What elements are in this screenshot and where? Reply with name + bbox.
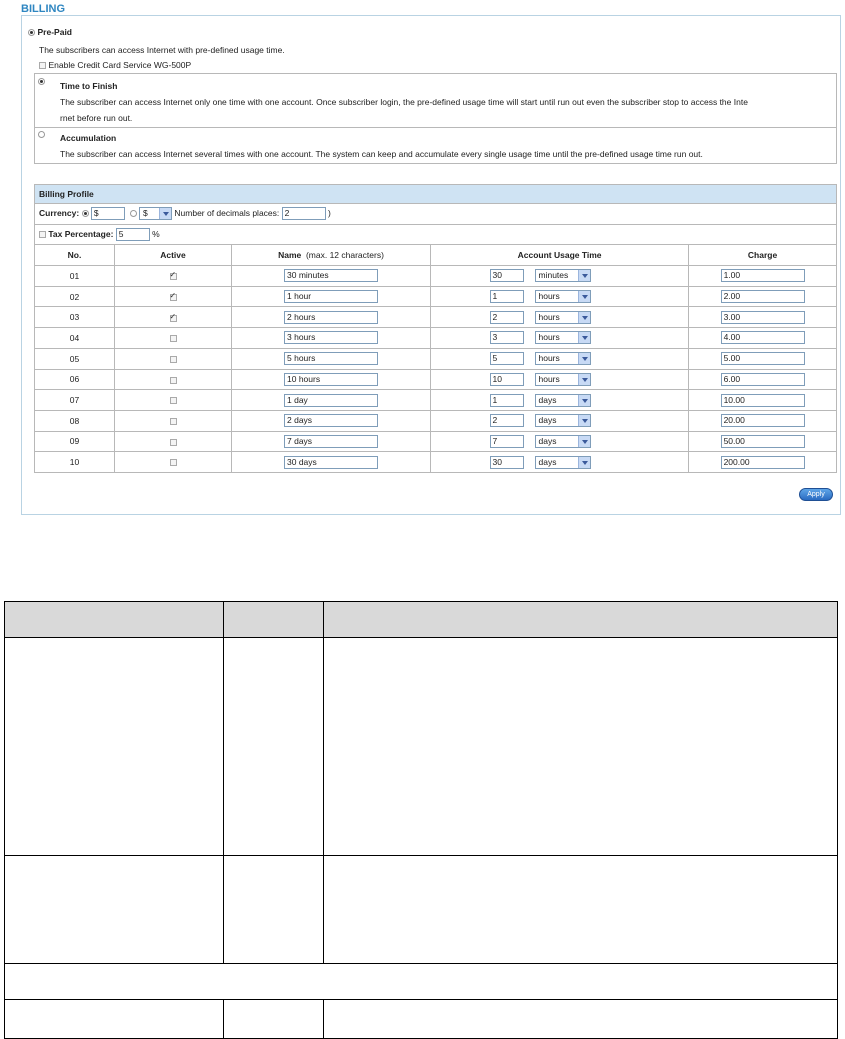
chevron-down-icon	[578, 353, 590, 364]
row-name-input[interactable]: 30 days	[284, 456, 378, 469]
row-time-input[interactable]: 30	[490, 456, 524, 469]
tax-input[interactable]: 5	[116, 228, 150, 241]
row-unit-value: minutes	[538, 270, 569, 281]
row-active-checkbox[interactable]	[170, 397, 177, 404]
chevron-down-icon	[578, 291, 590, 302]
row-unit-select[interactable]	[535, 269, 591, 282]
row-charge-input[interactable]: 5.00	[721, 352, 805, 365]
billing-profile-title: Billing Profile	[35, 185, 837, 204]
row-charge-cell	[689, 328, 837, 349]
table-row	[35, 369, 837, 390]
row-time-input[interactable]: 3	[490, 331, 524, 344]
row-charge-cell	[689, 390, 837, 411]
description-row	[5, 638, 838, 856]
row-name-input[interactable]: 2 hours	[284, 311, 378, 324]
row-unit-cell	[527, 369, 689, 390]
row-unit-cell	[527, 410, 689, 431]
row-number: 10	[35, 452, 115, 473]
column-charge: Charge	[689, 245, 837, 266]
row-active-cell	[115, 348, 232, 369]
row-time-input[interactable]: 1	[490, 394, 524, 407]
row-time-cell	[431, 266, 527, 287]
row-name-cell	[232, 266, 431, 287]
row-name-input[interactable]: 2 days	[284, 414, 378, 427]
row-unit-cell	[527, 452, 689, 473]
row-time-input[interactable]: 10	[490, 373, 524, 386]
row-unit-value: days	[538, 435, 557, 446]
row-charge-input[interactable]: 20.00	[721, 414, 805, 427]
column-name-hint: (max. 12 characters)	[305, 250, 384, 261]
prepaid-description: The subscribers can access Internet with pre-defined usage time.	[39, 45, 285, 55]
profile-column-headers	[35, 245, 837, 266]
table-row	[35, 452, 837, 473]
chevron-down-icon	[578, 332, 590, 343]
accumulation-box	[34, 127, 837, 164]
column-no: No.	[35, 245, 115, 266]
chevron-down-icon	[578, 457, 590, 468]
time-to-finish-radio[interactable]	[38, 78, 45, 85]
row-unit-select[interactable]	[535, 352, 591, 365]
time-to-finish-description-2: rnet before run out.	[60, 113, 133, 123]
table-row	[35, 390, 837, 411]
row-name-input[interactable]: 1 day	[284, 394, 378, 407]
row-time-cell	[431, 369, 527, 390]
row-active-checkbox[interactable]	[170, 439, 177, 446]
row-unit-value: hours	[538, 353, 560, 364]
row-unit-value: days	[538, 456, 557, 467]
row-unit-value: hours	[538, 373, 560, 384]
row-unit-cell	[527, 328, 689, 349]
currency-text-radio[interactable]	[82, 210, 89, 217]
accumulation-radio[interactable]	[38, 131, 45, 138]
column-usage: Account Usage Time	[431, 245, 689, 266]
row-charge-cell	[689, 410, 837, 431]
table-row	[35, 286, 837, 307]
row-charge-input[interactable]: 6.00	[721, 373, 805, 386]
column-active: Active	[115, 245, 232, 266]
row-unit-select[interactable]	[535, 290, 591, 303]
page-title: BILLING	[21, 3, 65, 15]
row-charge-input[interactable]: 200.00	[721, 456, 805, 469]
currency-select-radio[interactable]	[130, 210, 137, 217]
table-row	[35, 348, 837, 369]
time-to-finish-box	[34, 73, 837, 128]
row-active-checkbox[interactable]	[170, 335, 177, 342]
row-time-cell	[431, 286, 527, 307]
decimals-suffix: )	[328, 208, 331, 219]
accumulation-description: The subscriber can access Internet several times with one account. The system can keep and accumulate every single usage time until the pre-defined usage time run out.	[60, 149, 703, 159]
row-charge-input[interactable]: 10.00	[721, 394, 805, 407]
row-time-input[interactable]: 2	[490, 311, 524, 324]
row-unit-cell	[527, 286, 689, 307]
row-time-input[interactable]: 30	[490, 269, 524, 282]
row-number: 07	[35, 390, 115, 411]
chevron-down-icon	[578, 270, 590, 281]
row-unit-select[interactable]	[535, 456, 591, 469]
row-unit-value: hours	[538, 291, 560, 302]
table-row	[35, 431, 837, 452]
currency-row	[35, 204, 837, 225]
row-number: 02	[35, 286, 115, 307]
row-active-checkbox[interactable]	[170, 377, 177, 384]
row-time-cell	[431, 452, 527, 473]
row-charge-cell	[689, 307, 837, 328]
row-charge-input[interactable]: 4.00	[721, 331, 805, 344]
credit-card-option[interactable]	[39, 60, 191, 70]
prepaid-label: Pre-Paid	[37, 27, 73, 37]
tax-row	[35, 224, 837, 245]
row-charge-cell	[689, 266, 837, 287]
row-name-input[interactable]: 10 hours	[284, 373, 378, 386]
description-table-header	[5, 602, 838, 638]
row-name-input[interactable]: 5 hours	[284, 352, 378, 365]
row-charge-input[interactable]: 50.00	[721, 435, 805, 448]
description-section-row	[5, 964, 838, 1000]
tax-label: Tax Percentage:	[48, 228, 114, 239]
row-active-cell	[115, 410, 232, 431]
currency-label: Currency:	[39, 208, 80, 219]
row-unit-select[interactable]	[535, 394, 591, 407]
chevron-down-icon	[578, 415, 590, 426]
row-time-cell	[431, 328, 527, 349]
tax-checkbox[interactable]	[39, 231, 46, 238]
table-row	[35, 266, 837, 287]
table-row	[35, 328, 837, 349]
row-number: 05	[35, 348, 115, 369]
row-name-input[interactable]: 7 days	[284, 435, 378, 448]
row-time-input[interactable]: 2	[490, 414, 524, 427]
row-name-cell	[232, 452, 431, 473]
row-active-checkbox[interactable]	[170, 459, 177, 466]
row-charge-cell	[689, 431, 837, 452]
row-active-cell	[115, 390, 232, 411]
row-unit-select[interactable]	[535, 331, 591, 344]
row-name-cell	[232, 328, 431, 349]
chevron-down-icon	[578, 436, 590, 447]
decimals-label: Number of decimals places:	[174, 208, 280, 219]
description-row	[5, 856, 838, 964]
prepaid-radio[interactable]	[28, 29, 35, 36]
row-number: 03	[35, 307, 115, 328]
row-name-cell	[232, 390, 431, 411]
row-charge-cell	[689, 348, 837, 369]
chevron-down-icon	[159, 208, 171, 219]
row-number: 06	[35, 369, 115, 390]
chevron-down-icon	[578, 312, 590, 323]
row-active-checkbox[interactable]	[170, 356, 177, 363]
row-name-cell	[232, 286, 431, 307]
time-to-finish-description-1: The subscriber can access Internet only one time with one account. Once subscriber login, the pre-defined usage time will start until run out even the subscriber stop to access the Inte	[60, 97, 748, 107]
row-unit-value: days	[538, 415, 557, 426]
billing-panel	[21, 15, 841, 515]
row-charge-cell	[689, 286, 837, 307]
row-active-cell	[115, 266, 232, 287]
row-active-cell	[115, 452, 232, 473]
row-unit-cell	[527, 266, 689, 287]
row-time-cell	[431, 307, 527, 328]
row-charge-input[interactable]: 1.00	[721, 269, 805, 282]
row-number: 04	[35, 328, 115, 349]
row-time-cell	[431, 390, 527, 411]
row-unit-select[interactable]	[535, 373, 591, 386]
credit-card-checkbox[interactable]	[39, 62, 46, 69]
row-name-input[interactable]: 1 hour	[284, 290, 378, 303]
row-name-input[interactable]: 3 hours	[284, 331, 378, 344]
row-unit-select[interactable]	[535, 414, 591, 427]
column-name	[232, 245, 431, 266]
row-name-cell	[232, 369, 431, 390]
row-time-cell	[431, 431, 527, 452]
chevron-down-icon	[578, 374, 590, 385]
row-active-cell	[115, 431, 232, 452]
row-number: 01	[35, 266, 115, 287]
currency-select-value: $	[143, 208, 148, 219]
table-row	[35, 410, 837, 431]
column-name-label: Name	[278, 250, 302, 261]
row-active-cell	[115, 369, 232, 390]
row-unit-cell	[527, 431, 689, 452]
row-name-input[interactable]: 30 minutes	[284, 269, 378, 282]
prepaid-option[interactable]	[28, 27, 72, 37]
currency-text-input[interactable]: $	[91, 207, 125, 220]
decimals-input[interactable]: 2	[282, 207, 326, 220]
row-time-cell	[431, 410, 527, 431]
row-active-checkbox[interactable]	[170, 273, 177, 280]
row-active-checkbox[interactable]	[170, 294, 177, 301]
row-number: 08	[35, 410, 115, 431]
row-unit-select[interactable]	[535, 435, 591, 448]
row-active-cell	[115, 307, 232, 328]
description-row	[5, 1000, 838, 1039]
table-row	[35, 307, 837, 328]
row-active-checkbox[interactable]	[170, 418, 177, 425]
billing-profile-table	[34, 184, 837, 473]
row-unit-cell	[527, 390, 689, 411]
tax-suffix: %	[152, 228, 160, 239]
row-time-input[interactable]: 1	[490, 290, 524, 303]
chevron-down-icon	[578, 395, 590, 406]
row-active-cell	[115, 328, 232, 349]
row-number: 09	[35, 431, 115, 452]
row-active-cell	[115, 286, 232, 307]
description-table	[4, 601, 838, 1039]
credit-card-label: Enable Credit Card Service WG-500P	[48, 60, 192, 70]
row-active-checkbox[interactable]	[170, 315, 177, 322]
row-charge-input[interactable]: 2.00	[721, 290, 805, 303]
time-to-finish-label: Time to Finish	[60, 81, 118, 91]
row-charge-input[interactable]: 3.00	[721, 311, 805, 324]
row-charge-cell	[689, 369, 837, 390]
row-unit-value: days	[538, 394, 557, 405]
row-time-input[interactable]: 7	[490, 435, 524, 448]
accumulation-label: Accumulation	[60, 133, 117, 143]
row-unit-value: hours	[538, 332, 560, 343]
row-unit-value: hours	[538, 311, 560, 322]
currency-select[interactable]	[139, 207, 172, 220]
row-name-cell	[232, 431, 431, 452]
row-charge-cell	[689, 452, 837, 473]
row-name-cell	[232, 348, 431, 369]
row-unit-cell	[527, 348, 689, 369]
row-unit-cell	[527, 307, 689, 328]
row-time-input[interactable]: 5	[490, 352, 524, 365]
row-name-cell	[232, 307, 431, 328]
row-unit-select[interactable]	[535, 311, 591, 324]
apply-button[interactable]: Apply	[799, 488, 833, 501]
row-name-cell	[232, 410, 431, 431]
row-time-cell	[431, 348, 527, 369]
